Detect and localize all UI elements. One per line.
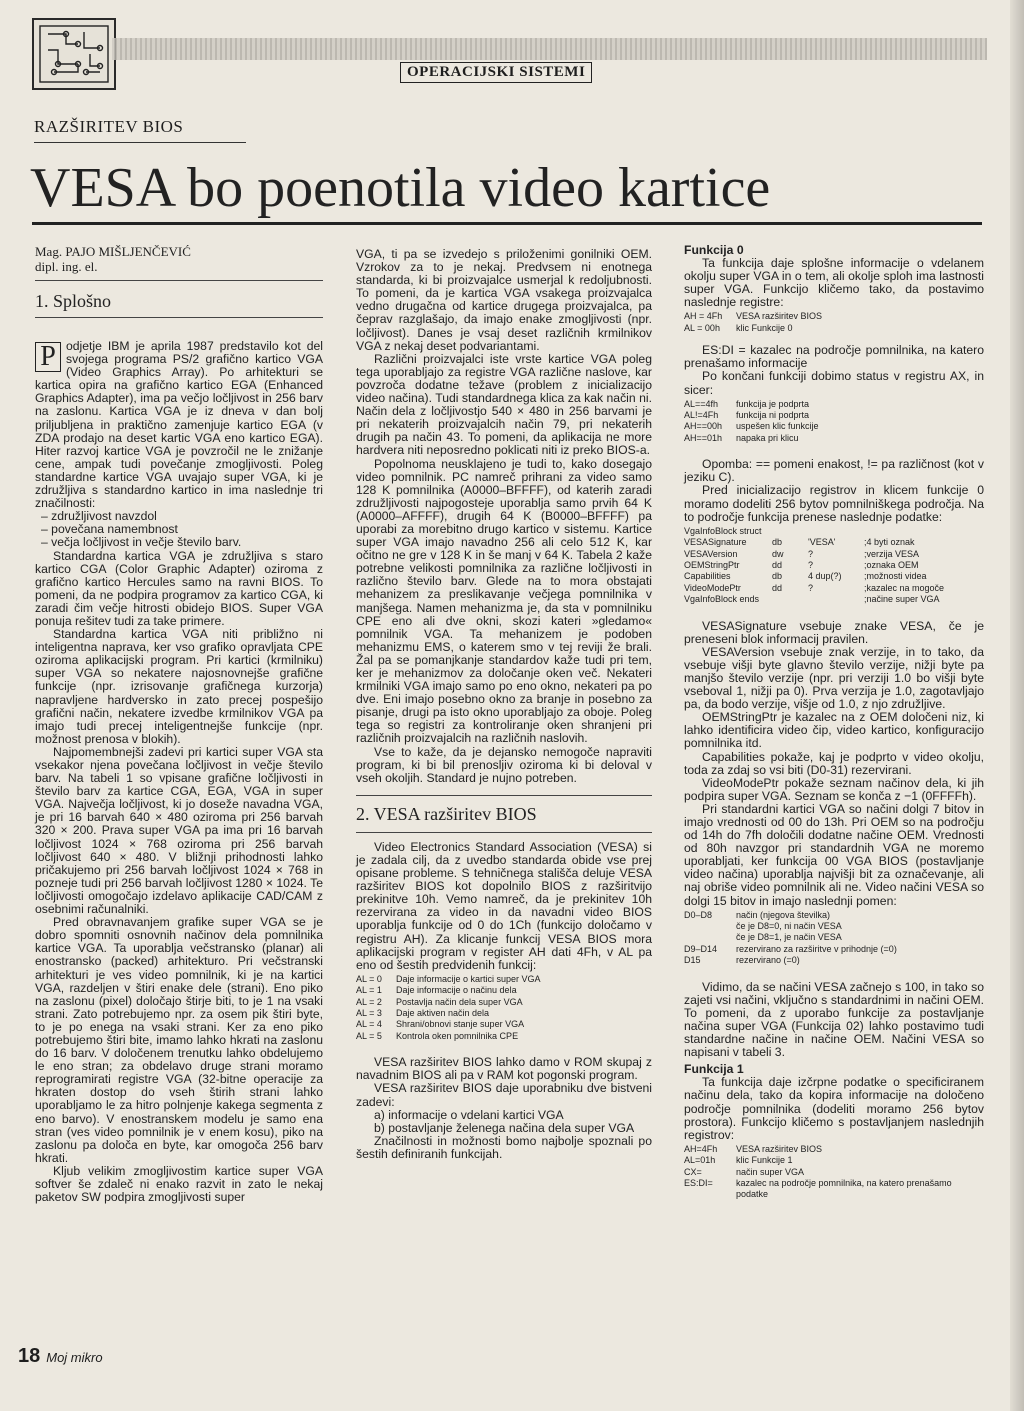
divider xyxy=(356,832,652,833)
table-row: AH==01h napaka pri klicu xyxy=(684,432,799,443)
column-3 xyxy=(684,244,984,1205)
author-degree: dipl. ing. el. xyxy=(35,259,98,274)
paragraph: Ta funkcija daje izčrpne podatke o specificiranem načinu dela, tako da kopira informacije na določeno področje pomnilnika (dodeliti moramo 256 bytov prostora). Funkcijo kličemo s postavljanjem naslednjih registrov: xyxy=(684,1075,984,1142)
table-row: VideoModePtr dd ? ;kazalec na mogoče xyxy=(684,582,945,593)
table-row: AL = 2 Postavlja način dela super VGA xyxy=(356,996,523,1007)
paragraph: VGA, ti pa se izvedejo s priloženimi gonilniki OEM. Vzrokov za to je nekaj. Predvsem ni enotnega standarda, ki bi proizvajalce usmerjal k redoljubnosti. To pomeni, da je kartica VGA vsakega proizvajalca vedno drugačna od kartice drugega proizvajalca, pa čeprav razglašajo, da imajo enake zmogljivosti (npr. ločljivost). Danes je vsaj deset različnih krmilnikov VGA z nekaj deset podvariantami. xyxy=(356,247,652,353)
article-title: VESA bo poenotila video kartice xyxy=(30,157,771,219)
paragraph: Vidimo, da se načini VESA začnejo s 100, in tako so zajeti vsi načini, vključno s standardnimi in načini OEM. To pomeni, da z uporabo funkcije za postavljanje načina super VGA (Funkcija 02) lahko postavimo tudi standardne načine in načine OEM. Načini VESA so napisani v tabeli 3. xyxy=(684,979,984,1060)
table-row: D0–D8 način (njegova številka) xyxy=(684,909,831,920)
paragraph: VideoModePtr pokaže seznam načinov dela, ki jih podpira super VGA. Seznam se konča z −1 (0FFFFh). xyxy=(684,775,984,803)
paragraph: VESA razširitev BIOS daje uporabniku dve bistveni zadevi: xyxy=(356,1081,652,1109)
paragraph: VESASignature vsebuje znake VESA, če je preneseni blok informacij pravilen. xyxy=(684,618,984,646)
list-item: – večja ločljivost in večje število barv. xyxy=(41,536,323,549)
paragraph: Značilnosti in možnosti bomo najbolje spoznali po šestih definiranih funkcijah. xyxy=(356,1133,652,1161)
paragraph: Najpomembnejši zadevi pri kartici super VGA sta vsekakor njena povečana ločljivost in večje število barv. Na tabeli 1 so vpisane grafične ločljivosti in število barv za kartice CGA, EGA, VGA in super VGA. Največja ločljivost, ki jo doseže navadna VGA, je pri 16 barvah 640 × 480 oziroma pri 256 barvah 320 × 200. Prava super VGA pa ima pri 16 barvah ločljivost 1024 × 768 oziroma pri 256 barvah ločljivost 640 × 480. V bližnji prihodnosti lahko pričakujemo pri 256 barvah ločljivost 1024 × 768 in pozneje tudi pri 256 barvah ločljivost 1280 × 1024. Te ločljivosti omogočajo izdelavo aplikacije CAD/CAM z osebnimi računalniki. xyxy=(35,744,323,917)
paragraph: Popolnoma neusklajeno je tudi to, kako dosegajo video pomnilnik. PC namreč prihrani za video samo 128 K pomnilnika (A0000–BFFFF), od katerih zaradi združljivosti najpogosteje uporablja samo prvih 64 K (A0000–AFFFF), drugih 64 K (B0000–BFFFF) pa uporabi za morebitno drugo kartico v sistemu. Kartice super VGA imajo navadno 256 ali celo 512 K, kar očitno ne gre v 128 K in še manj v 64 K. Tabela 2 kaže potrebne velikosti pomnilnika za različne ločljivosti in različno število barv. Glede na to mora obstajati mehanizem za preslikavanje večjega pomnilnika v manjšega. Namen mehanizma je, da sta v pomnilniku CPE eno ali dve okni, skozi kateri »gledamo« pomnilnik VGA. Ta mehanizem je podoben mehanizmu EMS, o katerem smo v tej reviji že brali. Žal pa se pomanjkanje standardov kaže tudi pri tem, ker je mehanizmov za določanje oken več. Nekateri krmilniki VGA imajo samo po eno okno, nekateri pa po dve. Eni imajo posebno okno za branje in posebno za pisanje, drugi pa isto okno uporabljajo za oboje. Poleg tega so registri za kontroliranje oken shranjeni pri različnih proizvajalcih na različnih naslovih. xyxy=(356,456,652,746)
title-divider xyxy=(32,222,982,225)
paragraph: ES:DI = kazalec na področje pomnilnika, na katero prenašamo informacije xyxy=(684,343,984,371)
section-heading-1: 1. Splošno xyxy=(35,291,112,311)
register-table-1 xyxy=(684,1144,984,1201)
paragraph: Kljub velikim zmogljivostim kartice super VGA softver še zdaleč ni enako razvit in zato le nekaj paketov SW podpira zmogljivosti super xyxy=(35,1163,323,1205)
paragraph: VESA razširitev BIOS lahko damo v ROM skupaj z navadnim BIOS ali pa v RAM kot pogonski program. xyxy=(356,1055,652,1083)
table-row: AL==4fh funkcija je podprta xyxy=(684,398,810,409)
list-item: – povečana namembnost xyxy=(41,523,323,536)
section-tag: OPERACIJSKI SISTEMI xyxy=(400,62,592,83)
paragraph: VESAVersion vsebuje znak verzije, in to tako, da vsebuje višji byte glavno število verzije, nižji byte pa manjšo število verzije (npr. pri verziji 1.0 bo višji byte vseboval 1, nižji pa 0). Prva verzija je 1.0, zagotavljajo pa, da bodo verzije, višje od 1.0, z njo združljive. xyxy=(684,644,984,712)
table-row: AL = 00h klic Funkcije 0 xyxy=(684,322,793,333)
table-row: AL = 3 Daje aktiven način dela xyxy=(356,1008,490,1018)
column-1 xyxy=(35,244,323,1204)
paragraph: Video Electronics Standard Association (VESA) si je zadala cilj, da z uvedbo standarda obide vse prej opisane probleme. S tehničnega stališča deluje VESA razširitev BIOS kot dopolnilo BIOS z razširitvijo prekinitve 10h. Vemo namreč, da je prekinitev 10h rezervirana za video in da navadni video BIOS uporablja funkcije od 0 do 1Ch (funkcijo določamo v registru AH). Za klicanje funkcij VESA BIOS mora aplikacijski program v register AH dati 4Fh, v AL pa eno od šestih predvidenih funkcij: xyxy=(356,839,652,972)
table-row: AL=01h klic Funkcije 1 xyxy=(684,1155,793,1166)
vgainfoblock-struct xyxy=(684,526,984,606)
table-row: AH = 4Fh VESA razširitev BIOS xyxy=(684,311,823,322)
page-number: 18 xyxy=(18,1345,41,1367)
table-row: AL = 1 Daje informacije o načinu dela xyxy=(356,985,517,996)
al-function-table xyxy=(356,974,652,1042)
table-row: D15 rezervirano (=0) xyxy=(684,955,800,966)
kicker-divider xyxy=(34,142,246,143)
table-row: če je D8=0, ni način VESA xyxy=(736,921,842,932)
paragraph: Pri standardni kartici VGA so načini dolgi 7 bitov in imajo vrednosti od 00 do 13h. Pri OEM so na področju od 14h do 7fh določili dodatne načine OEM. Vrednosti od 80h navzgor pri standardnih VGA ne moremo uporabljati, ker funkcija 00 VGA BIOS (postavljanje video načina) uporablja najvišji bit za označevanje, ali naj obriše video pomnilnik ali ne. Video načini VESA so dolgi 15 bitov in imajo naslednji pomen: xyxy=(684,801,984,908)
table-row: AH==00h uspešen klic funkcije xyxy=(684,421,819,432)
table-row: AL = 0 Daje informacije o kartici super VGA xyxy=(356,973,541,984)
paragraph: Opomba: == pomeni enakost, != pa različnost (kot v jeziku C). xyxy=(684,457,984,485)
table-row: AL = 5 Kontrola oken pomnilnika CPE xyxy=(356,1030,519,1041)
paragraph: Pred inicializacijo registrov in klicem funkcije 0 moramo dodeliti 256 bytov pomnilniškega področja. Na to področje funkcija prenese naslednje podatke: xyxy=(684,483,984,524)
function-heading-1: Funkcija 1 xyxy=(684,1062,744,1077)
header-band xyxy=(112,38,987,60)
table-row: VESAVersion dw ? ;verzija VESA xyxy=(684,548,920,559)
paragraph: Vse to kaže, da je dejansko nemogoče napraviti program, ki bi bil prenosljiv oziroma ki bi deloval v vseh okoljih. Standard je nujno potreben. xyxy=(356,744,652,785)
table-row: OEMStringPtr dd ? ;oznaka OEM xyxy=(684,559,919,570)
paragraph: Različni proizvajalci iste vrste kartice VGA poleg tega uporabljajo za registre VGA različne naslove, kar povzroča dodatne težave (problem z inicializacijo video načina). Tudi standardnega klica za kak način ni. Način dela z ločljivostjo 540 × 480 in 256 barvami je pri nekaterih proizvajalcih način 79, pri nekaterih drugih pa način 43. To pomeni, da aplikacija ne more hardvera niti neposredno poklicati niti iz preko BIOS-a. xyxy=(356,351,652,458)
paragraph: OEMStringPtr je kazalec na z OEM določeni niz, ki lahko identificira video čip, video kartico, konfiguracijo pomnilnika itd. xyxy=(684,710,984,751)
function-heading-0: Funkcija 0 xyxy=(684,243,744,257)
paragraph: Capabilities pokaže, kaj je podprto v video okolju, toda za zdaj so vsi biti (D0-31) rezervirani. xyxy=(684,749,984,777)
table-row: VgaInfoBlock ends ;načine super VGA xyxy=(684,594,940,605)
paragraph: Standardna kartica VGA je združljiva s staro kartico CGA (Color Graphic Adapter) oziroma z grafično kartico Hercules samo na ravni BIOS. To pomeni, da ne podpira programov za kartico CGA, ki zaradi čim večje hitrosti obidejo BIOS. Super VGA ponuja rešitev tudi za take primere. xyxy=(35,548,323,628)
table-row: če je D8=1, je način VESA xyxy=(736,932,842,943)
section-heading-2: 2. VESA razširitev BIOS xyxy=(356,803,537,824)
list-item: – združljivost navzdol xyxy=(41,510,323,523)
divider xyxy=(35,317,323,318)
table-row: AL = 4 Shrani/obnovi stanje super VGA xyxy=(356,1019,525,1030)
table-row: ES:DI= kazalec na področje pomnilnika, na katero prenašamo podatke xyxy=(684,1178,952,1200)
list-item: b) postavljanje želenega načina dela super VGA xyxy=(374,1120,635,1135)
table-row: VgaInfoBlock struct xyxy=(684,525,762,536)
page-footer xyxy=(18,1345,103,1368)
status-table xyxy=(684,399,984,445)
table-row: CX= način super VGA xyxy=(684,1166,805,1177)
paragraph: Standardna kartica VGA niti približno ni inteligentna naprava, ker vso grafiko opravljata CPE oziroma aplikacijski program. Pri kartici (krmilniku) super VGA so nekatere najosnovnejše grafične funkcije (npr. izrisovanje grafičnega kurzorja) napravljene hardversko in zato precej pospešijo grafični način, nekatere izvedbe krmilnikov VGA pa imajo tudi precej inteligentnejše funkcije (npr. možnost prenosa v blokih). xyxy=(35,627,323,746)
list-item: a) informacije o vdelani kartici VGA xyxy=(374,1107,564,1122)
register-table-0 xyxy=(684,311,984,334)
table-row: D9–D14 rezervirano za razširitve v prihodnje (=0) xyxy=(684,943,897,954)
column-2 xyxy=(356,248,652,1161)
feature-list xyxy=(35,510,323,549)
drop-cap: P xyxy=(35,342,61,372)
table-row: VESASignature db 'VESA' ;4 byti oznak xyxy=(684,537,915,548)
page-edge xyxy=(1010,0,1024,1411)
paragraph: P odjetje IBM je aprila 1987 predstavilo kot del svojega programa PS/2 grafično kartico VGA (Video Graphics Array). Po arhitekturi se kartica opira na grafično kartico EGA (Enhanced Graphics Adapter), ima pa večjo ločljivost in 256 barv na zaslonu. Kartica VGA je iz dneva v dan bolj priljubljena in praktično zamenjuje kartico EGA (v ZDA prodajo na deset kartic VGA eno kartico EGA). Hiter razvoj kartice VGA je povzročil ne le znižanje cene, ampak tudi povečanje zmogljivosti. Poleg standardne kartice VGA uvajajo super VGA, ki je združljiva s standardno kartico in ima naslednje tri značilnosti: xyxy=(35,339,323,511)
paragraph: Po končani funkciji dobimo status v registru AX, in sicer: xyxy=(684,369,984,397)
kicker: RAZŠIRITEV BIOS xyxy=(34,117,184,136)
paragraph: Pred obravnavanjem grafike super VGA se je dobro spomniti osnovnih načinov dela pomnilnika kartice VGA. Ta uporablja večstransko (planar) ali enostransko (packed) arhitekturo. Pri večstranski arhitekturi je ves video pomnilnik, ki je na kartici VGA, razdeljen v štiri enake dele (strani). Eno piko na zaslonu (pixel) določajo štirje biti, to je 1 na vsaki strani. Zato potrebujemo npr. za osem pik štiri byte, to je po enega na vsaki strani. Ker za eno piko potrebujemo štiri bite, imamo lahko hkrati na zaslonu do 16 barv. V določenem trenutku lahko obdelujemo le eno stran; za obdelavo druge strani moramo reprogramirati registre VGA (32-bitne operacije za hkraten dostop do vseh štirih strani lahko uporabljamo le za hitro polnjenje kakega segmenta z eno barvo). V enostranskem modelu je samo ena stran (ves video pomnilnik je v enem kosu), piko na zaslonu pa določa en byte, kar omogoča 256 barv hkrati. xyxy=(35,915,323,1165)
author-name: Mag. PAJO MIŠLJENČEVIĆ xyxy=(35,244,191,259)
table-row: AH=4Fh VESA razširitev BIOS xyxy=(684,1143,823,1154)
circuit-logo-icon xyxy=(32,18,116,90)
divider xyxy=(35,280,323,281)
table-row: Capabilities db 4 dup(?) ;možnosti videa xyxy=(684,571,927,582)
table-row: AL!=4Fh funkcija ni podprta xyxy=(684,410,810,421)
mode-bits-table xyxy=(684,910,984,967)
magazine-name: Moj mikro xyxy=(46,1350,103,1365)
paragraph: Ta funkcija daje splošne informacije o vdelanem okolju super VGA in o tem, ali okolje sploh ima lastnosti super VGA. Funkcijo kličemo tako, da postavimo naslednje registre: xyxy=(684,256,984,310)
divider xyxy=(356,795,652,796)
